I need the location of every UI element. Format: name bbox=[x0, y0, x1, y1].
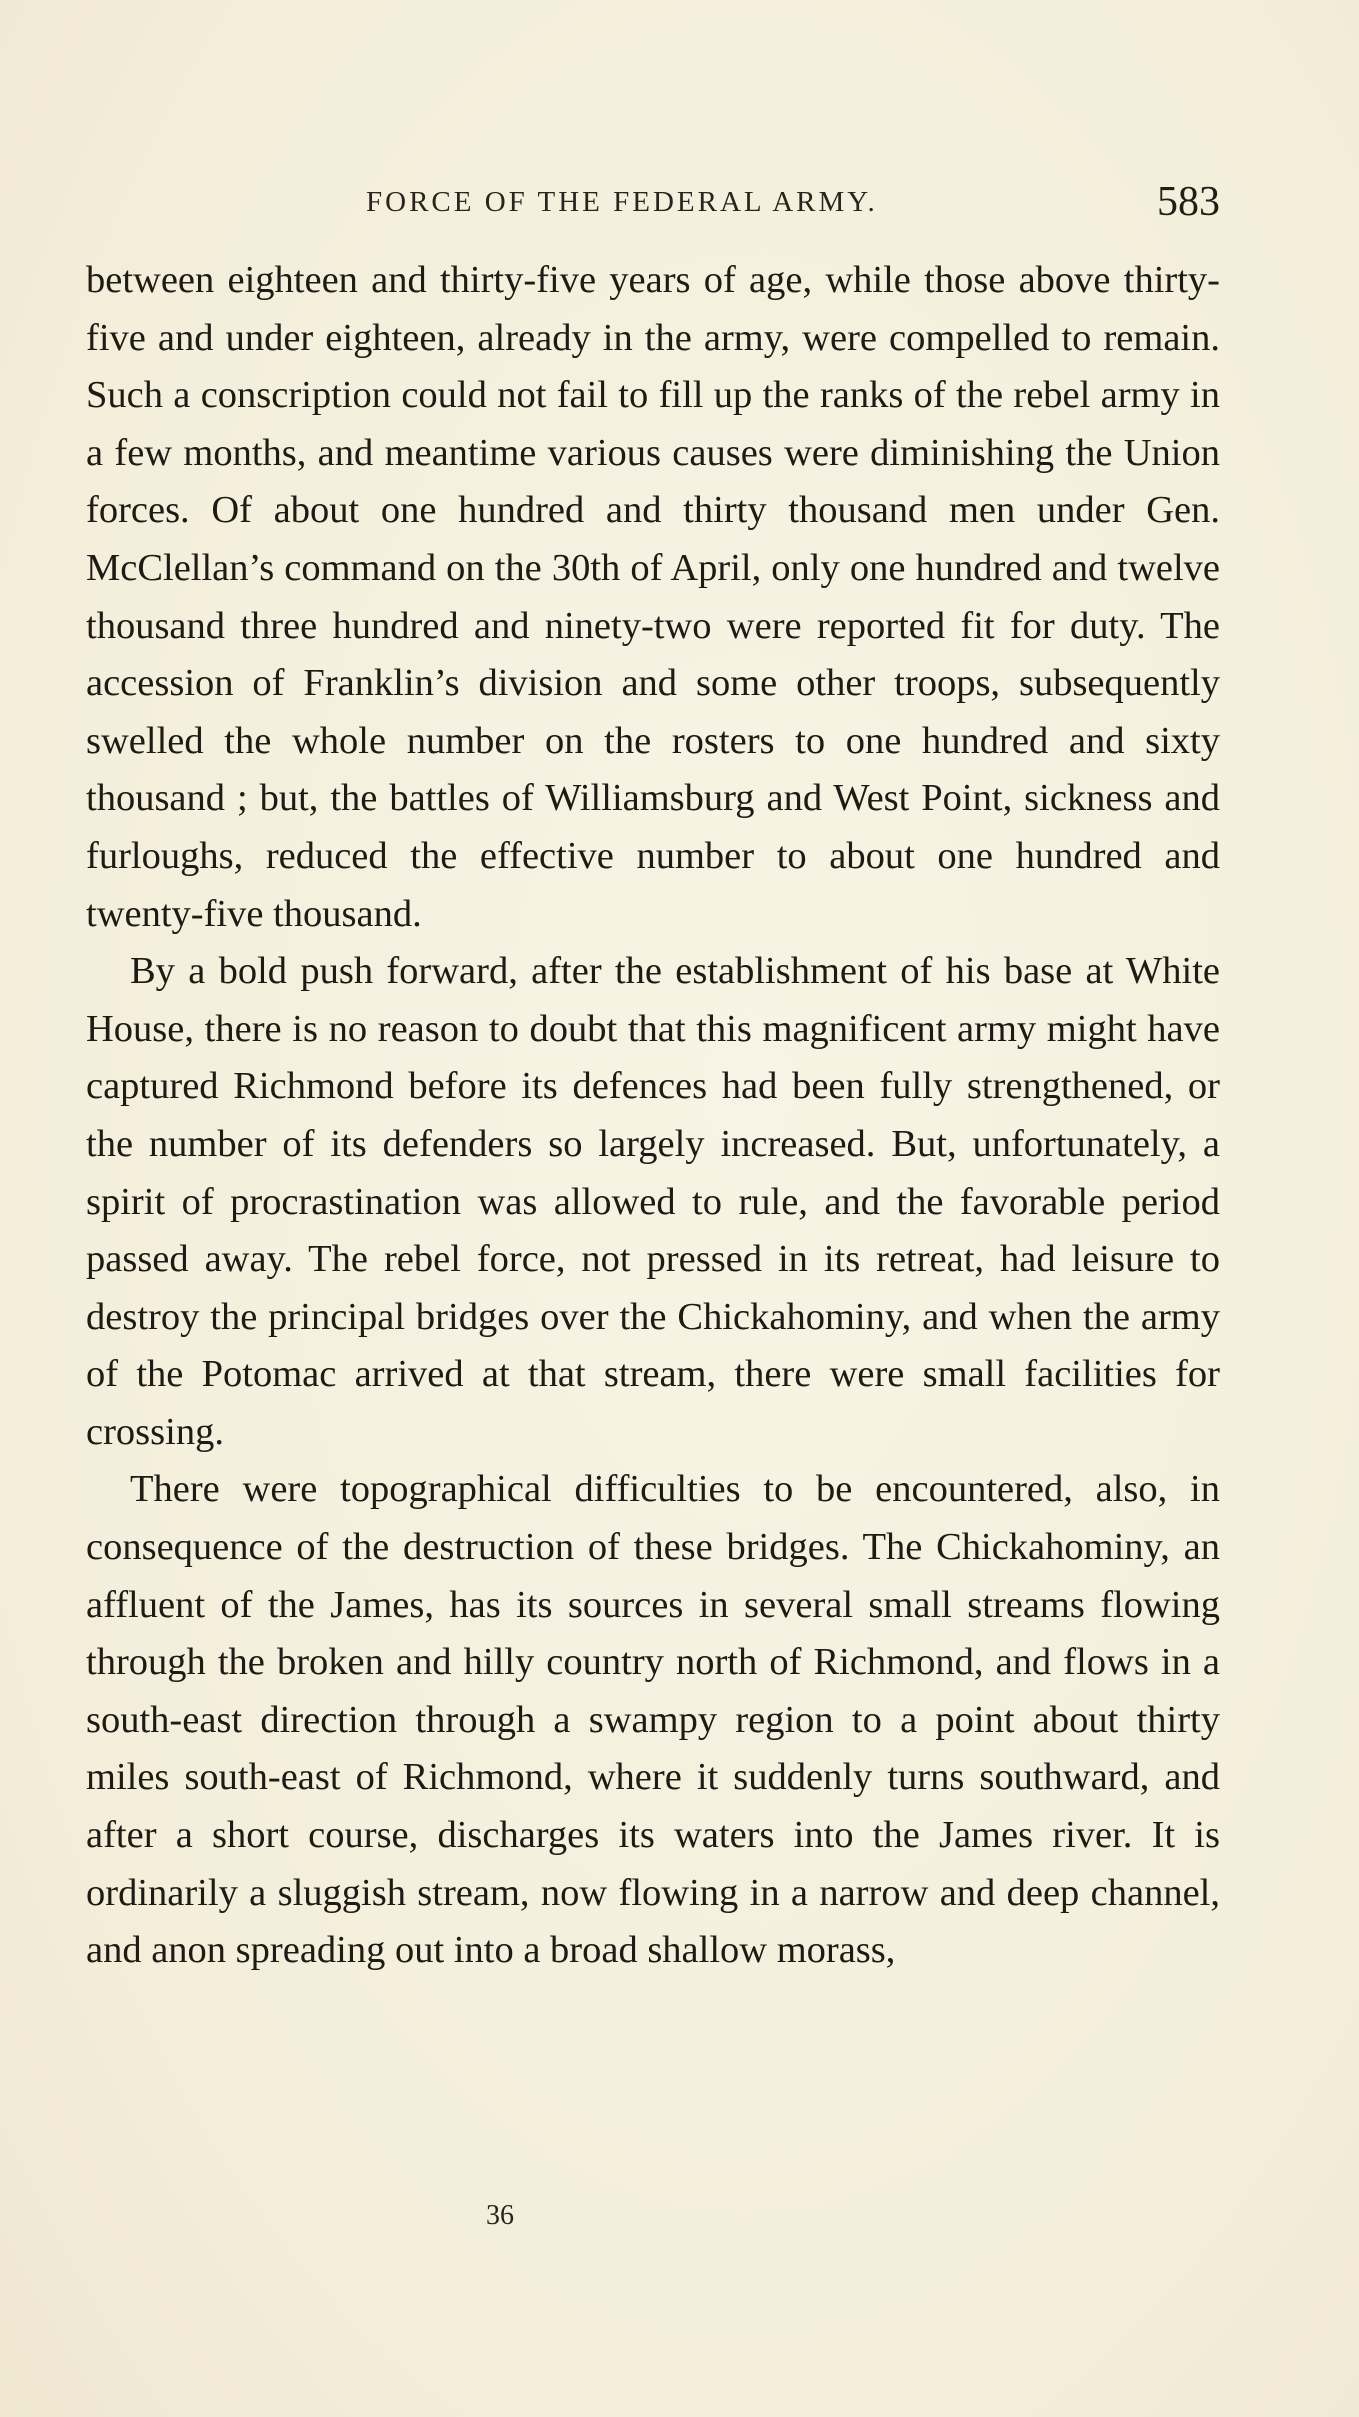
page-header bbox=[88, 178, 1220, 234]
signature-mark: 36 bbox=[486, 2200, 514, 2231]
paragraph: By a bold push forward, after the establishment of his base at White House, there is no reason to doubt that this magnificent army might have captured Richmond before its defences had been fully strengthened, or the number of its defenders so largely increased. But, unfortunately, a spirit of procrastination was allowed to rule, and the favorable period passed away. The rebel force, not pressed in its retreat, had leisure to destroy the principal bridges over the Chickahominy, and when the army of the Potomac arrived at that stream, there were small facilities for crossing. bbox=[86, 950, 1220, 1453]
paragraph-continued: between eighteen and thirty-five years of age, while those above thirty-five and under eighteen, already in the army, were compelled to remain. Such a conscription could not fail to fill up the ranks of the rebel army in a few months, and meantime various causes were diminishing the Union forces. Of about one hundred and thirty thousand men under Gen. McClellan’s command on the 30th of April, only one hundred and twelve thousand three hundred and ninety-two were reported fit for duty. The accession of Franklin’s division and some other troops, subsequently swelled the whole number on the rosters to one hundred and sixty thousand ; but, the battles of Williamsburg and West Point, sickness and furloughs, reduced the effective number to about one hundred and twenty-five thousand. bbox=[86, 259, 1220, 935]
paragraph: There were topographical difficulties to be encountered, also, in consequence of the destruction of these bridges. The Chickahominy, an affluent of the James, has its sources in several small streams flowing through the broken and hilly country north of Richmond, and flows in a south-east direction through a swampy region to a point about thirty miles south-east of Richmond, where it suddenly turns southward, and after a short course, discharges its waters into the James river. It is ordinarily a sluggish stream, now flowing in a narrow and deep channel, and anon spreading out into a broad shallow morass, bbox=[86, 1468, 1220, 1972]
body-text bbox=[86, 252, 1220, 1980]
running-head: FORCE OF THE FEDERAL ARMY. bbox=[366, 186, 878, 218]
page-number: 583 bbox=[1157, 179, 1220, 225]
